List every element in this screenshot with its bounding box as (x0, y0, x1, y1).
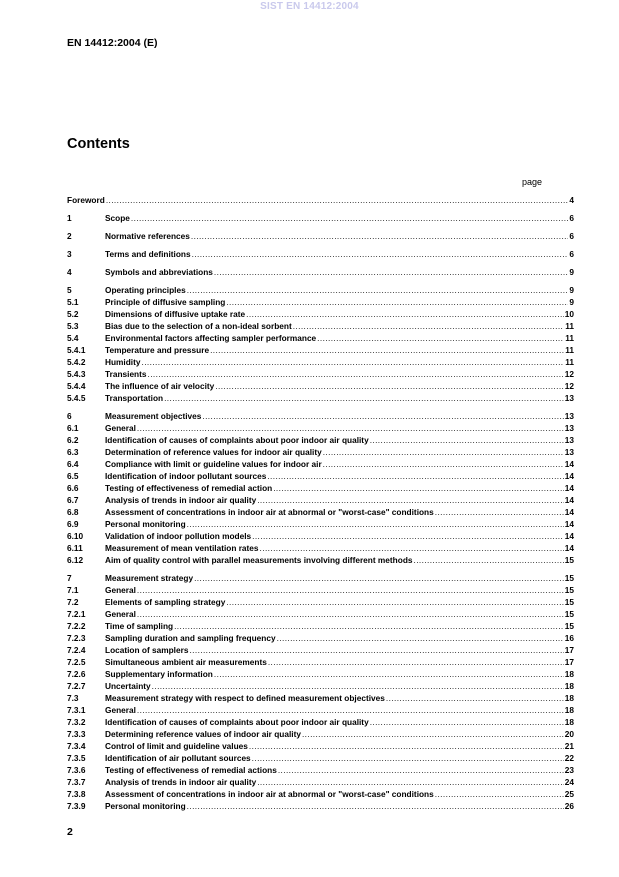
toc-entry[interactable] (67, 572, 574, 584)
dot-leader (164, 392, 564, 404)
toc-entry-title: Control of limit and guideline values (105, 741, 248, 751)
dot-leader (202, 410, 563, 422)
toc-entry-page: 25 (564, 789, 574, 799)
toc-entry-page: 18 (564, 717, 574, 727)
toc-entry-number: 7.2.2 (67, 621, 86, 631)
toc-entry-title: Uncertainty (105, 681, 151, 691)
toc-entry-page: 14 (564, 519, 574, 529)
toc-entry-page: 6 (569, 231, 574, 241)
toc-entry-number: 4 (67, 267, 72, 277)
toc-entry-title: Measurement strategy (105, 573, 194, 583)
toc-entry-page: 17 (564, 657, 574, 667)
dot-leader (293, 320, 565, 332)
toc-entry-number: 7.3.6 (67, 765, 86, 775)
toc-entry-title: Supplementary information (105, 669, 213, 679)
dot-leader (194, 572, 564, 584)
toc-entry-title: Operating principles (105, 285, 186, 295)
toc-entry-number: 5.4.1 (67, 345, 86, 355)
toc-entry-title: Identification of indoor pollutant sources (105, 471, 267, 481)
dot-leader (214, 668, 564, 680)
toc-entry[interactable] (67, 776, 574, 788)
toc-entry[interactable] (67, 422, 574, 434)
toc-entry-title: Aim of quality control with parallel measurements involving different methods (105, 555, 413, 565)
toc-entry-number: 2 (67, 231, 72, 241)
dot-leader (302, 728, 564, 740)
dot-leader (278, 764, 564, 776)
toc-entry-page: 15 (564, 609, 574, 619)
toc-entry[interactable] (67, 704, 574, 716)
toc-entry-title: Measurement strategy with respect to defined measurement objectives (105, 693, 385, 703)
dot-leader (252, 530, 564, 542)
toc-entry-title: The influence of air velocity (105, 381, 215, 391)
dot-leader (370, 716, 564, 728)
dot-leader (215, 380, 563, 392)
watermark: SIST EN 14412:2004 (260, 1, 359, 12)
toc-entry-title: Identification of air pollutant sources (105, 753, 251, 763)
toc-entry-number: 7.3.1 (67, 705, 86, 715)
toc-entry[interactable] (67, 542, 574, 554)
toc-entry-number: 5.1 (67, 297, 79, 307)
toc-entry-number: 7.3.9 (67, 801, 86, 811)
toc-entry-page: 11 (565, 333, 574, 343)
dot-leader (137, 584, 564, 596)
page-title: Contents (67, 136, 130, 152)
page-number: 2 (67, 826, 73, 838)
toc-entry-title: Transients (105, 369, 147, 379)
dot-leader (137, 422, 564, 434)
dot-leader (260, 542, 564, 554)
toc-entry[interactable] (67, 470, 574, 482)
dot-leader (189, 644, 563, 656)
toc-entry-number: 6.5 (67, 471, 79, 481)
toc-entry[interactable] (67, 584, 574, 596)
toc-entry[interactable] (67, 530, 574, 542)
toc-entry-page: 14 (564, 459, 574, 469)
toc-entry-page: 9 (569, 267, 574, 277)
toc-entry[interactable] (67, 458, 574, 470)
dot-leader (252, 752, 564, 764)
toc-entry[interactable] (67, 482, 574, 494)
toc-entry-page: 14 (564, 483, 574, 493)
toc-entry-title: Personal monitoring (105, 519, 186, 529)
toc-entry-page: 15 (564, 585, 574, 595)
toc-entry[interactable] (67, 392, 574, 404)
toc-entry-title: Determination of reference values for indoor air quality (105, 447, 322, 457)
toc-entry[interactable] (67, 632, 574, 644)
toc-entry-page: 26 (564, 801, 574, 811)
dot-leader (131, 212, 568, 224)
toc-entry-title: Foreword (67, 195, 105, 205)
toc-entry-number: 6.6 (67, 483, 79, 493)
toc-entry[interactable] (67, 296, 574, 308)
toc-entry-number: 7.1 (67, 585, 79, 595)
toc-entry-title: Testing of effectiveness of remedial action (105, 483, 273, 493)
table-of-contents (67, 194, 574, 812)
toc-entry-title: Measurement of mean ventilation rates (105, 543, 259, 553)
dot-leader (435, 788, 564, 800)
toc-entry[interactable] (67, 308, 574, 320)
dot-leader (246, 308, 564, 320)
toc-entry-page: 20 (564, 729, 574, 739)
toc-entry-title: Dimensions of diffusive uptake rate (105, 309, 246, 319)
toc-entry-title: Validation of indoor pollution models (105, 531, 252, 541)
toc-entry-page: 11 (565, 345, 574, 355)
toc-entry[interactable] (67, 212, 574, 224)
toc-entry-page: 10 (564, 309, 574, 319)
dot-leader (187, 284, 569, 296)
toc-entry[interactable] (67, 494, 574, 506)
toc-entry-title: Location of samplers (105, 645, 189, 655)
toc-entry[interactable] (67, 506, 574, 518)
toc-entry-title: General (105, 705, 136, 715)
toc-entry[interactable] (67, 284, 574, 296)
dot-leader (137, 704, 564, 716)
toc-entry-number: 6.9 (67, 519, 79, 529)
toc-entry-title: Terms and definitions (105, 249, 191, 259)
toc-entry-number: 6.7 (67, 495, 79, 505)
toc-entry-number: 5.4 (67, 333, 79, 343)
dot-leader (370, 434, 564, 446)
toc-entry-number: 6.4 (67, 459, 79, 469)
toc-entry-page: 11 (565, 321, 574, 331)
toc-entry-number: 5.4.3 (67, 369, 86, 379)
toc-entry-number: 6.2 (67, 435, 79, 445)
toc-entry[interactable] (67, 764, 574, 776)
toc-entry-title: Sampling duration and sampling frequency (105, 633, 276, 643)
toc-entry-number: 5 (67, 285, 72, 295)
toc-entry[interactable] (67, 380, 574, 392)
toc-entry-number: 7.2 (67, 597, 79, 607)
dot-leader (137, 608, 564, 620)
toc-entry-page: 14 (564, 531, 574, 541)
dot-leader (277, 632, 564, 644)
toc-entry-number: 5.2 (67, 309, 79, 319)
toc-entry-title: Personal monitoring (105, 801, 186, 811)
toc-entry-page: 18 (564, 693, 574, 703)
toc-entry-page: 12 (564, 381, 574, 391)
toc-entry-number: 7.3.8 (67, 789, 86, 799)
toc-entry-page: 17 (564, 645, 574, 655)
toc-entry-number: 6.8 (67, 507, 79, 517)
toc-entry-page: 18 (564, 705, 574, 715)
toc-entry[interactable] (67, 752, 574, 764)
dot-leader (106, 194, 569, 206)
toc-entry-number: 5.4.2 (67, 357, 86, 367)
toc-entry-number: 5.4.5 (67, 393, 86, 403)
toc-entry[interactable] (67, 608, 574, 620)
toc-entry-number: 7.2.6 (67, 669, 86, 679)
toc-entry-title: Scope (105, 213, 130, 223)
toc-entry-title: Transportation (105, 393, 164, 403)
toc-entry-page: 13 (564, 447, 574, 457)
toc-entry-number: 6.12 (67, 555, 84, 565)
toc-entry[interactable] (67, 596, 574, 608)
dot-leader (273, 482, 564, 494)
toc-entry[interactable] (67, 692, 574, 704)
toc-entry-number: 7 (67, 573, 72, 583)
toc-entry-title: General (105, 585, 136, 595)
toc-entry-page: 14 (564, 495, 574, 505)
toc-entry[interactable] (67, 356, 574, 368)
toc-entry-page: 16 (564, 633, 574, 643)
toc-entry-title: General (105, 609, 136, 619)
toc-entry-title: Analysis of trends in indoor air quality (105, 777, 257, 787)
toc-entry[interactable] (67, 368, 574, 380)
document-id: EN 14412:2004 (E) (67, 37, 158, 49)
toc-entry-title: Principle of diffusive sampling (105, 297, 226, 307)
toc-entry-page: 13 (564, 393, 574, 403)
toc-entry-page: 15 (564, 555, 574, 565)
toc-entry-page: 15 (564, 597, 574, 607)
toc-entry-page: 14 (564, 471, 574, 481)
toc-entry[interactable] (67, 644, 574, 656)
toc-entry-page: 6 (569, 213, 574, 223)
toc-entry[interactable] (67, 410, 574, 422)
toc-entry-number: 7.3.4 (67, 741, 86, 751)
toc-entry[interactable] (67, 320, 574, 332)
toc-entry-page: 4 (569, 195, 574, 205)
toc-entry-number: 7.2.5 (67, 657, 86, 667)
toc-entry-page: 18 (564, 669, 574, 679)
dot-leader (257, 776, 564, 788)
toc-entry-page: 15 (564, 573, 574, 583)
toc-entry[interactable] (67, 518, 574, 530)
toc-entry-number: 1 (67, 213, 72, 223)
toc-entry-page: 13 (564, 435, 574, 445)
toc-entry-number: 7.2.7 (67, 681, 86, 691)
toc-entry-number: 7.3.7 (67, 777, 86, 787)
toc-entry-title: Assessment of concentrations in indoor air at abnormal or "worst-case" conditions (105, 507, 434, 517)
toc-entry-title: Symbols and abbreviations (105, 267, 213, 277)
toc-entry[interactable] (67, 800, 574, 812)
toc-entry-page: 13 (564, 411, 574, 421)
toc-entry-title: Normative references (105, 231, 190, 241)
toc-entry[interactable] (67, 230, 574, 242)
toc-entry[interactable] (67, 656, 574, 668)
toc-entry[interactable] (67, 668, 574, 680)
toc-entry-page: 9 (569, 285, 574, 295)
dot-leader (174, 620, 564, 632)
toc-entry[interactable] (67, 446, 574, 458)
toc-entry-number: 6.10 (67, 531, 84, 541)
toc-entry[interactable] (67, 716, 574, 728)
toc-entry[interactable] (67, 344, 574, 356)
dot-leader (323, 446, 564, 458)
toc-entry-title: Time of sampling (105, 621, 174, 631)
toc-entry-number: 7.3.5 (67, 753, 86, 763)
toc-entry-title: Environmental factors affecting sampler performance (105, 333, 317, 343)
toc-entry[interactable] (67, 680, 574, 692)
toc-entry-number: 5.4.4 (67, 381, 86, 391)
toc-entry-page: 21 (564, 741, 574, 751)
toc-entry-page: 15 (564, 621, 574, 631)
toc-entry-number: 6.11 (67, 543, 83, 553)
dot-leader (386, 692, 564, 704)
dot-leader (191, 230, 569, 242)
dot-leader (226, 596, 563, 608)
toc-entry[interactable] (67, 620, 574, 632)
dot-leader (187, 518, 564, 530)
toc-entry-number: 7.2.3 (67, 633, 86, 643)
dot-leader (142, 356, 565, 368)
toc-entry-title: General (105, 423, 136, 433)
dot-leader (267, 470, 563, 482)
toc-entry-title: Compliance with limit or guideline values for indoor air (105, 459, 322, 469)
toc-entry[interactable] (67, 788, 574, 800)
toc-entry-title: Elements of sampling strategy (105, 597, 226, 607)
toc-entry-page: 14 (564, 507, 574, 517)
dot-leader (268, 656, 564, 668)
toc-entry-page: 23 (564, 765, 574, 775)
toc-entry-page: 6 (569, 249, 574, 259)
toc-entry-title: Temperature and pressure (105, 345, 210, 355)
dot-leader (226, 296, 568, 308)
toc-entry-page: 14 (564, 543, 574, 553)
toc-entry[interactable] (67, 194, 574, 206)
toc-entry-page: 22 (564, 753, 574, 763)
dot-leader (187, 800, 564, 812)
page-column-label: page (522, 177, 543, 187)
toc-entry-page: 11 (565, 357, 574, 367)
toc-entry-title: Identification of causes of complaints about poor indoor air quality (105, 435, 369, 445)
toc-entry[interactable] (67, 740, 574, 752)
toc-entry-page: 13 (564, 423, 574, 433)
dot-leader (249, 740, 564, 752)
toc-entry-number: 7.3 (67, 693, 79, 703)
toc-entry-number: 7.2.4 (67, 645, 86, 655)
dot-leader (414, 554, 564, 566)
dot-leader (214, 266, 568, 278)
toc-entry-title: Determining reference values of indoor air quality (105, 729, 301, 739)
toc-entry[interactable] (67, 332, 574, 344)
toc-entry[interactable] (67, 728, 574, 740)
dot-leader (435, 506, 564, 518)
dot-leader (317, 332, 564, 344)
dot-leader (323, 458, 564, 470)
toc-entry-page: 9 (569, 297, 574, 307)
dot-leader (257, 494, 564, 506)
toc-entry-number: 6.3 (67, 447, 79, 457)
toc-entry-title: Measurement objectives (105, 411, 202, 421)
dot-leader (210, 344, 564, 356)
toc-entry[interactable] (67, 248, 574, 260)
toc-entry-page: 24 (564, 777, 574, 787)
toc-entry[interactable] (67, 266, 574, 278)
toc-entry-page: 12 (564, 369, 574, 379)
toc-entry-title: Simultaneous ambient air measurements (105, 657, 267, 667)
toc-entry-title: Humidity (105, 357, 141, 367)
toc-entry-title: Testing of effectiveness of remedial actions (105, 765, 277, 775)
toc-entry-title: Identification of causes of complaints about poor indoor air quality (105, 717, 369, 727)
toc-entry-number: 6.1 (67, 423, 79, 433)
toc-entry[interactable] (67, 434, 574, 446)
toc-entry-number: 7.2.1 (67, 609, 86, 619)
toc-entry-title: Assessment of concentrations in indoor air at abnormal or "worst-case" conditions (105, 789, 434, 799)
toc-entry-number: 3 (67, 249, 72, 259)
toc-entry-number: 5.3 (67, 321, 79, 331)
toc-entry-number: 6 (67, 411, 72, 421)
toc-entry-number: 7.3.2 (67, 717, 86, 727)
dot-leader (192, 248, 569, 260)
toc-entry-title: Analysis of trends in indoor air quality (105, 495, 257, 505)
dot-leader (152, 680, 564, 692)
toc-entry-number: 7.3.3 (67, 729, 86, 739)
toc-entry[interactable] (67, 554, 574, 566)
toc-entry-page: 18 (564, 681, 574, 691)
toc-entry-title: Bias due to the selection of a non-ideal sorbent (105, 321, 292, 331)
dot-leader (148, 368, 564, 380)
